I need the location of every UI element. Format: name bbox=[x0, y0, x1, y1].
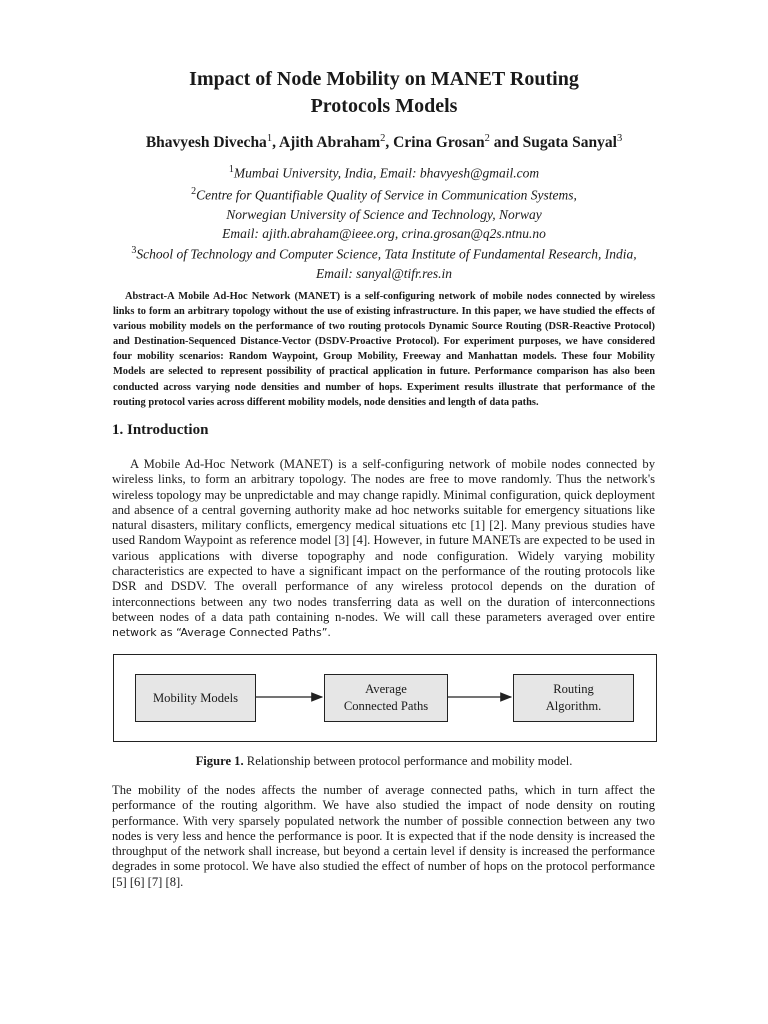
figure-box-routing-algorithm: Routing Algorithm. bbox=[513, 674, 634, 722]
author-separator: and bbox=[489, 134, 523, 152]
author-affil-mark: 2 bbox=[380, 133, 386, 144]
author-affil-mark: 3 bbox=[616, 133, 623, 144]
affiliation-mark: 1 bbox=[228, 164, 234, 175]
author-affil-mark: 2 bbox=[484, 133, 490, 144]
affiliation-mark: 3 bbox=[131, 245, 137, 256]
title-line-2: Protocols Models bbox=[310, 95, 458, 117]
intro-paragraph-2: The mobility of the nodes affects the number of average connected paths, which in turn affect the performance of the routing algorithm. We have also studied the impact of node density on routing performance. With very sparsely populated network the number of possible connection between any two nodes is very less and hence the performance is poor. It is expected that if the node density is increased the throughput of the network shall increase, but beyond a certain level if density is increased the performance degrades in some protocol. We have also studied the effect of number of hops on the protocol performance [5] [6] [7] [8]. bbox=[112, 783, 655, 889]
author-affil-mark: 1 bbox=[266, 133, 273, 144]
intro-paragraph-1 bbox=[112, 457, 655, 641]
affiliation-line: $^2$Centre for Quantifiable Quality of Service in Communication Systems, bbox=[191, 186, 577, 203]
intro-paragraph-text: A Mobile Ad-Hoc Network (MANET) is a self-configuring network of mobile nodes connected by wireless links, to form an arbitrary topology. The nodes are free to move randomly. Thus the network's wireless topology may be unpredictable and may change rapidly. Minimal configuration, quick deployment and absence of a central governing authority make ad hoc networks suitable for emergency situations like natural disasters, military conflicts, emergency medical situations etc [1] [2]. Many previous studies have used Random Waypoint as reference model [3] [4]. However, in future MANETs are expected to be used in various applications with diverse topography and node configuration. Widely varying mobility characteristics are expected to have a significant impact on the performance of the routing protocols like DSR and DSDV. The overall performance of any wireless protocol depends on the duration of interconnections between any two nodes transferring data as well on the duration of interconnections between nodes of a data path containing n-nodes. We will call these parameters averaged over entire bbox=[112, 457, 655, 624]
figure-caption-label: Figure 1. bbox=[195, 754, 244, 768]
affiliation-mark: 2 bbox=[191, 186, 197, 197]
affiliation-2 bbox=[0, 182, 768, 243]
intro-paragraph-end: network as “Average Connected Paths”. bbox=[112, 626, 331, 640]
author-name: Sugata Sanyal bbox=[522, 134, 617, 152]
affiliation-line: Email: ajith.abraham@ieee.org, crina.grosan@q2s.ntnu.no bbox=[222, 225, 546, 241]
figure-caption bbox=[0, 754, 768, 769]
abstract: Abstract-A Mobile Ad-Hoc Network (MANET) is a self-configuring network of mobile nodes connected by wireless links to form an arbitrary topology without the use of existing infrastructure. In this paper, we have studied the effects of various mobility models on the performance of two routing protocols Dynamic Source Routing (DSR-Reactive Protocol) and Destination-Sequenced Distance-Vector (DSDV-Proactive Protocol). For experiment purposes, we have considered four mobility scenarios: Random Waypoint, Group Mobility, Freeway and Manhattan models. These four Mobility Models are selected to represent possibility of practical application in future. Performance comparison has also been conducted across varying node densities and number of hops. Experiment results illustrate that performance of the routing protocol varies across different mobility models, node densities and length of data paths. bbox=[113, 291, 655, 408]
figure-caption-text: Relationship between protocol performance and mobility model. bbox=[243, 754, 573, 768]
affiliation-line: Norwegian University of Science and Technology, Norway bbox=[226, 206, 542, 222]
author-name: Bhavyesh Divecha bbox=[145, 134, 267, 152]
affiliation-3 bbox=[0, 241, 768, 283]
affiliation-line: Email: sanyal@tifr.res.in bbox=[315, 265, 453, 281]
figure-box-mobility-models: Mobility Models bbox=[135, 674, 256, 722]
author-separator: , bbox=[385, 134, 394, 152]
paper-title bbox=[0, 66, 768, 120]
section-heading: 1. Introduction bbox=[112, 422, 209, 438]
author-list bbox=[0, 133, 768, 152]
author-name: Crina Grosan bbox=[393, 134, 485, 152]
affiliation-line: $^1$Mumbai University, India, Email: bhavyesh@gmail.com bbox=[228, 164, 540, 181]
affiliation-line: $^3$School of Technology and Computer Science, Tata Institute of Fundamental Research, India, bbox=[131, 245, 637, 262]
affiliation-1 bbox=[0, 160, 768, 183]
author-name: Ajith Abraham bbox=[278, 134, 381, 152]
figure-box-average-connected-paths: Average Connected Paths bbox=[324, 674, 448, 722]
author-separator: , bbox=[272, 134, 279, 152]
title-line-1: Impact of Node Mobility on MANET Routing bbox=[189, 68, 579, 90]
